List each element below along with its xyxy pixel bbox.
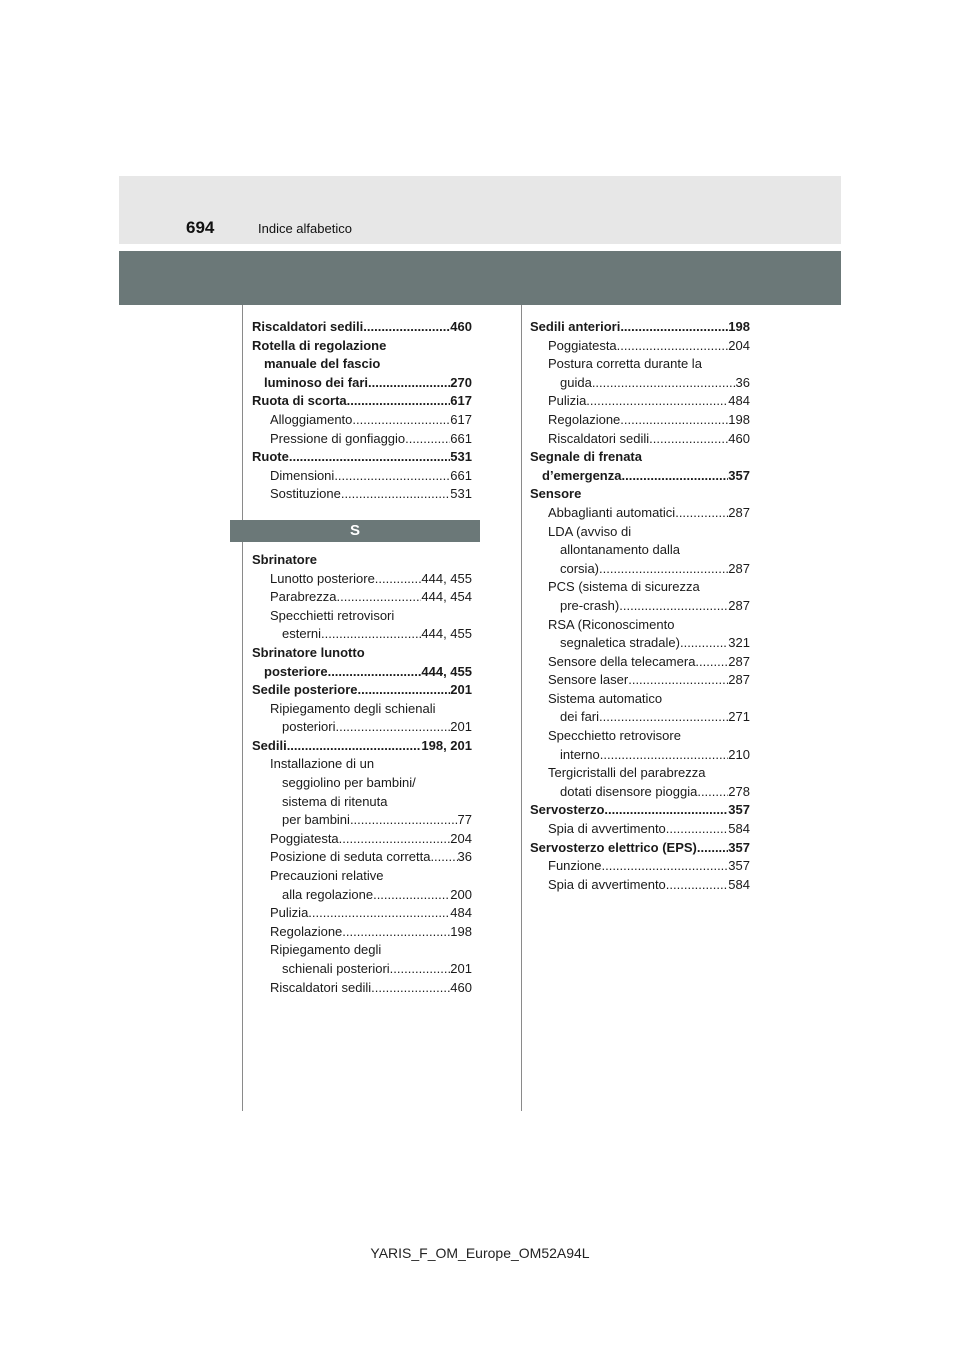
index-entry <box>530 541 750 560</box>
dot-leader <box>373 886 450 905</box>
index-entry <box>530 318 750 337</box>
index-entry <box>252 793 472 812</box>
index-entry-label: allontanamento dalla <box>560 542 680 558</box>
index-entry <box>530 337 750 356</box>
index-entry-label: Ripiegamento degli <box>270 942 382 958</box>
index-entry-label: Sensore laser <box>548 672 629 688</box>
index-entry <box>252 811 472 830</box>
index-entry-label: Segnale di frenata <box>530 449 642 465</box>
index-entry <box>252 392 472 411</box>
index-entry-page: 460 <box>728 430 750 446</box>
document-code: YARIS_F_OM_Europe_OM52A94L <box>370 1245 590 1261</box>
dot-leader <box>371 979 450 998</box>
dot-leader <box>405 430 450 449</box>
index-entry <box>530 392 750 411</box>
index-entry-label: Regolazione <box>548 411 621 427</box>
index-entry-label: Sistema automatico <box>548 690 663 706</box>
index-entry-label: guida <box>560 374 592 390</box>
dot-leader <box>617 337 729 356</box>
index-entry-page: 36 <box>735 374 750 390</box>
index-entry-label: Funzione <box>548 858 602 874</box>
index-entry-page: 198 <box>450 923 472 939</box>
index-entry-label: dei fari <box>560 709 600 725</box>
index-entry <box>530 355 750 374</box>
dot-leader <box>347 392 451 411</box>
index-entry-page: 287 <box>728 597 750 613</box>
index-entry <box>252 867 472 886</box>
index-entry-page: 661 <box>450 467 472 483</box>
index-entry <box>252 411 472 430</box>
index-entry-page: 460 <box>450 979 472 995</box>
index-entry <box>530 485 750 504</box>
index-entry-page: 444, 454 <box>421 589 472 605</box>
index-entry <box>252 737 472 756</box>
index-entry <box>530 653 750 672</box>
index-entry-label: Posizione di seduta corretta <box>270 849 431 865</box>
index-entry <box>252 337 472 356</box>
index-entry <box>252 681 472 700</box>
index-entry-label: interno <box>560 746 600 762</box>
index-entry-page: 617 <box>450 393 472 409</box>
index-entry <box>530 671 750 690</box>
dot-leader <box>308 904 450 923</box>
dot-leader <box>334 467 450 486</box>
index-entry <box>530 783 750 802</box>
index-entry <box>530 597 750 616</box>
index-entry-label: Tergicristalli del parabrezza <box>548 765 706 781</box>
index-entry-page: 77 <box>457 812 472 828</box>
index-entry <box>530 839 750 858</box>
index-entry-label: Servosterzo elettrico (EPS) <box>530 839 697 855</box>
dot-leader <box>666 820 729 839</box>
index-entry-page: 460 <box>450 319 472 334</box>
dot-leader <box>336 588 421 607</box>
index-entry <box>252 430 472 449</box>
index-entry <box>530 374 750 393</box>
dot-leader <box>586 392 728 411</box>
index-entry <box>252 625 472 644</box>
dot-leader <box>289 448 450 467</box>
index-entry-label: Riscaldatori sedili <box>548 430 650 446</box>
dot-leader <box>341 485 450 504</box>
index-entry-page: 287 <box>728 504 750 520</box>
column-divider-right <box>521 305 522 1111</box>
index-entry-label: Regolazione <box>270 923 343 939</box>
index-entry <box>252 979 472 998</box>
index-entry-page: 287 <box>728 653 750 669</box>
index-entry-label: Ruota di scorta <box>252 393 347 409</box>
index-entry-label: seggiolino per bambini/ <box>282 775 416 791</box>
dot-leader <box>592 374 736 393</box>
index-entry-label: Installazione di un <box>270 756 375 772</box>
index-entry <box>252 941 472 960</box>
index-entry-page: 204 <box>450 830 472 846</box>
index-entry <box>530 857 750 876</box>
index-entry-label: Pressione di gonfiaggio <box>270 430 406 446</box>
index-entry-label: Sensore <box>530 486 582 502</box>
dot-leader <box>619 597 728 616</box>
index-entry-label: Poggiatesta <box>270 830 339 846</box>
index-column-right <box>530 318 750 894</box>
index-entry <box>252 718 472 737</box>
index-entry-page: 270 <box>450 374 472 390</box>
dot-leader <box>620 318 728 337</box>
index-entry-label: d’emergenza <box>542 467 622 483</box>
dot-leader <box>390 960 451 979</box>
header-band <box>119 176 841 244</box>
index-entry-page: 201 <box>450 682 472 698</box>
index-entry-page: 204 <box>728 337 750 353</box>
index-entry-label: manuale del fascio <box>264 356 381 372</box>
index-entry <box>252 607 472 626</box>
page-number: 694 <box>186 218 215 237</box>
index-entry-label: pre-crash) <box>560 597 620 613</box>
index-entry-label: per bambini <box>282 812 350 828</box>
index-entry-label: Specchietti retrovisori <box>270 607 395 623</box>
index-entry-label: alla regolazione <box>282 886 374 902</box>
dot-leader <box>604 801 728 820</box>
index-entry <box>530 578 750 597</box>
dot-leader <box>357 681 450 700</box>
index-entry-label: LDA (avviso di <box>548 523 632 539</box>
dot-leader <box>599 560 728 579</box>
index-entry-label: sistema di ritenuta <box>282 793 388 809</box>
dot-leader <box>600 746 729 765</box>
index-entry-page: 200 <box>450 886 472 902</box>
dot-leader <box>697 839 728 858</box>
dot-leader <box>368 374 450 393</box>
dot-leader <box>328 663 422 682</box>
dot-leader <box>321 625 421 644</box>
dot-leader <box>352 411 450 430</box>
index-entry-page: 357 <box>728 858 750 874</box>
index-entry-page: 617 <box>450 411 472 427</box>
index-entry-page: 531 <box>450 449 472 465</box>
index-entry <box>530 746 750 765</box>
index-entry-page: 444, 455 <box>421 663 472 679</box>
index-entry-label: posteriore <box>264 663 328 679</box>
index-entry-page: 484 <box>728 393 750 409</box>
index-entry-label: RSA (Riconoscimento <box>548 616 675 632</box>
index-entry <box>252 755 472 774</box>
index-entry-page: 271 <box>728 709 750 725</box>
index-entry-label: Riscaldatori sedili <box>252 319 364 334</box>
index-entry-label: Ripiegamento degli schienali <box>270 700 436 716</box>
index-entry <box>252 830 472 849</box>
dot-leader <box>335 718 450 737</box>
dot-leader <box>680 634 728 653</box>
index-entry <box>252 448 472 467</box>
index-entry <box>530 801 750 820</box>
dot-leader <box>430 848 457 867</box>
index-entry <box>252 960 472 979</box>
index-entry-label: esterni <box>282 626 322 642</box>
dot-leader <box>695 653 728 672</box>
index-entry <box>252 904 472 923</box>
dot-leader <box>601 857 728 876</box>
index-entry-page: 357 <box>728 802 750 818</box>
dot-leader <box>666 876 729 895</box>
dot-leader <box>697 783 728 802</box>
index-entry-label: Ruote <box>252 449 289 465</box>
index-entry <box>530 560 750 579</box>
index-entry-page: 198, 201 <box>421 737 472 753</box>
index-entry-label: corsia) <box>560 560 600 576</box>
index-entry-label: Rotella di regolazione <box>252 337 387 353</box>
dot-leader <box>339 830 451 849</box>
header-dark-band <box>119 251 841 305</box>
dot-leader <box>375 570 422 589</box>
index-entry-label: Sbrinatore lunotto <box>252 644 365 660</box>
dot-leader <box>599 708 728 727</box>
dot-leader <box>628 671 728 690</box>
index-entry-label: dotati disensore pioggia <box>560 783 698 799</box>
index-entry-label: Precauzioni relative <box>270 868 384 884</box>
index-entry-page: 201 <box>450 719 472 735</box>
index-entry-page: 210 <box>728 746 750 762</box>
index-entry-label: Spia di avvertimento <box>548 876 666 892</box>
index-column-left <box>252 318 472 997</box>
index-entry-page: 287 <box>728 672 750 688</box>
index-entry-label: Postura corretta durante la <box>548 356 702 372</box>
index-entry-page: 357 <box>728 467 750 483</box>
index-entry <box>530 448 750 467</box>
index-entry <box>530 690 750 709</box>
index-entry <box>530 764 750 783</box>
dot-leader <box>621 467 728 486</box>
index-entry-page: 444, 455 <box>421 626 472 642</box>
index-entry-label: luminoso dei fari <box>264 374 369 390</box>
index-entry-page: 198 <box>728 319 750 334</box>
index-entry-label: Sensore della telecamera <box>548 653 696 669</box>
index-entry-label: Sedili anteriori <box>530 319 621 334</box>
index-entry-page: 198 <box>728 411 750 427</box>
index-entry <box>530 634 750 653</box>
index-entry-label: Dimensioni <box>270 467 335 483</box>
index-entry <box>252 848 472 867</box>
index-entry-label: Sbrinatore <box>252 551 318 567</box>
index-entry <box>252 588 472 607</box>
index-entry-page: 661 <box>450 430 472 446</box>
index-entry-label: Riscaldatori sedili <box>270 979 372 995</box>
index-entry-label: Poggiatesta <box>548 337 617 353</box>
index-entry-label: Parabrezza <box>270 589 337 605</box>
index-entry <box>252 663 472 682</box>
index-entry-label: Abbaglianti automatici <box>548 504 676 520</box>
index-entry-page: 321 <box>728 635 750 651</box>
index-entry <box>252 570 472 589</box>
index-entry-label: Pulizia <box>270 905 309 921</box>
index-entry <box>252 485 472 504</box>
index-entry-label: Servosterzo <box>530 802 605 818</box>
index-entry <box>530 876 750 895</box>
index-entry <box>252 355 472 374</box>
column-divider-left <box>242 305 243 1111</box>
index-entry <box>530 708 750 727</box>
index-entry-page: 201 <box>450 961 472 976</box>
index-entry-page: 584 <box>728 821 750 837</box>
index-entry-label: Spia di avvertimento <box>548 821 666 837</box>
index-entry <box>530 411 750 430</box>
index-entry <box>252 551 472 570</box>
index-entry-page: 278 <box>728 783 750 799</box>
dot-leader <box>620 411 728 430</box>
index-entry-label: PCS (sistema di sicurezza <box>548 579 700 595</box>
index-entry-page: 484 <box>450 905 472 921</box>
index-entry <box>530 616 750 635</box>
index-entry-label: Lunotto posteriore <box>270 570 375 586</box>
index-entry <box>530 504 750 523</box>
index-entry <box>530 727 750 746</box>
index-entry-label: Alloggiamento <box>270 411 353 427</box>
dot-leader <box>350 811 458 830</box>
index-entry-page: 444, 455 <box>421 570 472 586</box>
index-entry <box>530 820 750 839</box>
letter-section-header: S <box>230 520 480 542</box>
index-entry <box>530 523 750 542</box>
index-entry <box>252 318 472 337</box>
index-entry-label: Pulizia <box>548 393 587 409</box>
section-title: Indice alfabetico <box>258 221 352 236</box>
index-entry <box>252 923 472 942</box>
index-entry-page: 531 <box>450 486 472 502</box>
index-entry-label: Sostituzione <box>270 486 341 502</box>
index-entry-page: 584 <box>728 876 750 892</box>
index-entry-label: schienali posteriori <box>282 961 390 976</box>
dot-leader <box>649 430 728 449</box>
index-entry-label: Sedile posteriore <box>252 682 358 698</box>
index-entry-page: 357 <box>728 839 750 855</box>
index-entry <box>252 886 472 905</box>
index-entry <box>252 700 472 719</box>
dot-leader <box>363 318 450 337</box>
index-entry <box>252 467 472 486</box>
index-entry <box>252 774 472 793</box>
index-entry <box>252 644 472 663</box>
index-entry-label: posteriori <box>282 719 336 735</box>
index-entry <box>252 374 472 393</box>
index-entry-page: 287 <box>728 560 750 576</box>
index-entry-label: Specchietto retrovisore <box>548 728 681 744</box>
index-entry <box>530 467 750 486</box>
dot-leader <box>675 504 728 523</box>
index-entry-page: 36 <box>457 849 472 865</box>
dot-leader <box>287 737 422 756</box>
index-entry-label: segnaletica stradale) <box>560 635 680 651</box>
index-entry <box>530 430 750 449</box>
dot-leader <box>342 923 450 942</box>
index-entry-label: Sedili <box>252 737 287 753</box>
